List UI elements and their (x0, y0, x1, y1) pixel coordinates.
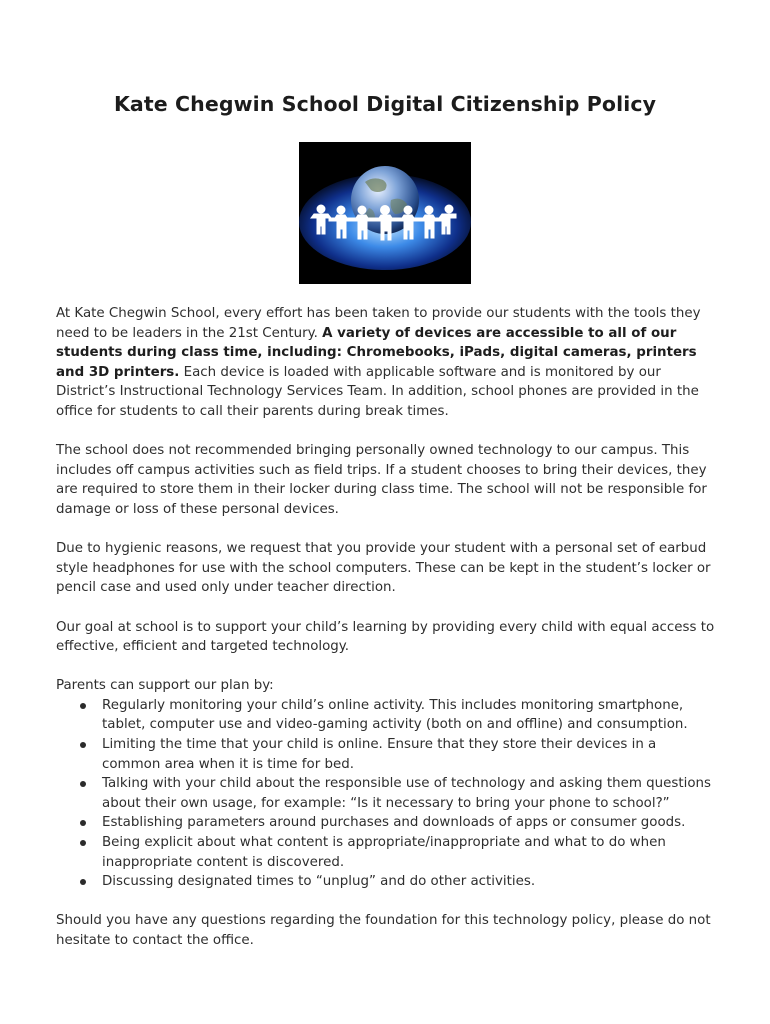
personal-technology-paragraph: The school does not recommended bringing personally owned technology to our campus. This includes off campus activities such as field trips. If a student chooses to bring their devices, they are required to store them in their locker during class time. The school will not be responsible for damage or loss of these personal devices. (56, 443, 707, 517)
devices-statement: A variety of devices are accessible to all of our students during class time, including: Chromebooks, iPads, digital cameras, printers and 3D printers. (56, 325, 697, 380)
policy-body (56, 304, 718, 970)
intro-paragraph (56, 304, 718, 422)
list-item: Discussing designated times to “unplug” and do other activities. (102, 872, 718, 892)
list-intro: Parents can support our plan by: (56, 678, 274, 694)
globe-people-image (299, 142, 471, 284)
goal-paragraph: Our goal at school is to support your child’s learning by providing every child with equal access to effective, efficient and targeted technology. (56, 619, 715, 655)
list-item: Limiting the time that your child is online. Ensure that they store their devices in a common area when it is time for bed. (102, 735, 718, 774)
globe-with-paper-chain-people-icon (299, 142, 471, 284)
list-item: Talking with your child about the responsible use of technology and asking them questions about their own usage, for example: “Is it necessary to bring your phone to school?” (102, 774, 718, 813)
list-item: Being explicit about what content is appropriate/inappropriate and what to do when inappropriate content is discovered. (102, 833, 718, 872)
list-item: Establishing parameters around purchases and downloads of apps or consumer goods. (102, 813, 718, 833)
headphones-paragraph: Due to hygienic reasons, we request that you provide your student with a personal set of earbud style headphones for use with the school computers. These can be kept in the student’s locker or pencil case and used only under teacher direction. (56, 541, 711, 596)
list-item: Regularly monitoring your child’s online activity. This includes monitoring smartphone, tablet, computer use and video-gaming activity (both on and offline) and consumption. (102, 696, 718, 735)
intro-text-b: Each device is loaded with applicable software and is monitored by our District’s Instructional Technology Services Team. In addition, school phones are provided in the office for students to call their parents during break times. (56, 364, 699, 419)
closing-paragraph: Should you have any questions regarding the foundation for this technology policy, please do not hesitate to contact the office. (56, 913, 711, 948)
intro-text-a: every effort has been taken to provide our students with the tools they need to be leaders in the 21st Century. (56, 306, 701, 341)
parent-support-list (56, 696, 718, 892)
page-title: Kate Chegwin School Digital Citizenship Policy (113, 92, 657, 116)
school-name: At Kate Chegwin School, (56, 306, 220, 321)
